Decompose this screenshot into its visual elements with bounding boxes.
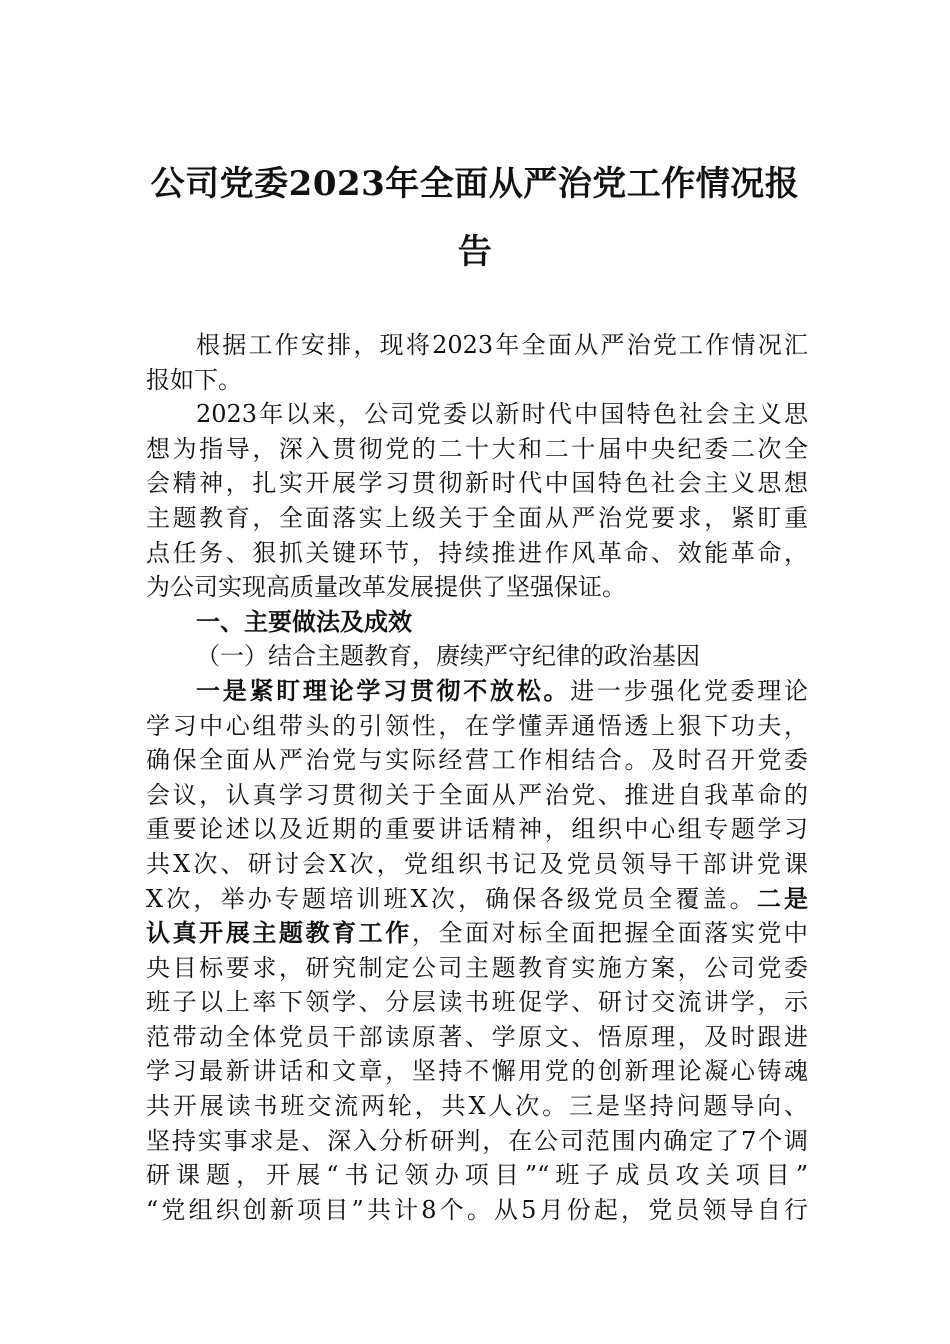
subsection-heading: （一）结合主题教育，赓续严守纪律的政治基因: [196, 642, 700, 671]
bold-lead-phrase: 认真开展主题教育工作: [146, 918, 412, 948]
paragraph-line: [146, 916, 808, 951]
paragraph-text: X次，举办专题培训班X次，确保各级党员全覆盖。: [146, 884, 757, 913]
paragraph-line: 重要论述以及近期的重要讲话精神，组织中心组专题学习: [146, 815, 808, 844]
paragraph-line: 2023年以来，公司党委以新时代中国特色社会主义思: [196, 400, 808, 429]
paragraph-line: 为公司实现高质量改革发展提供了坚强保证。: [146, 573, 626, 602]
paragraph-text: ，全面对标全面把握全面落实党中: [411, 919, 808, 948]
section-heading: 一、主要做法及成效: [196, 606, 412, 636]
paragraph-line: 主题教育，全面落实上级关于全面从严治党要求，紧盯重: [146, 503, 808, 532]
paragraph-line: 会议，认真学习贯彻关于全面从严治党、推进自我革命的: [146, 780, 808, 809]
paragraph-line: [146, 674, 808, 709]
paragraph-line: 央目标要求，研究制定公司主题教育实施方案，公司党委: [146, 953, 808, 982]
document-title-line-1: 公司党委2023年全面从严治党工作情况报: [150, 164, 800, 204]
paragraph-line: 根据工作安排，现将2023年全面从严治党工作情况汇: [196, 331, 808, 359]
paragraph-line: 会精神，扎实开展学习贯彻新时代中国特色社会主义思想: [146, 469, 808, 498]
paragraph-line: 共开展读书班交流两轮，共X人次。三是坚持问题导向、: [146, 1092, 808, 1121]
paragraph-line: 报如下。: [146, 365, 242, 394]
paragraph-line: 点任务、狠抓关键环节，持续推进作风革命、效能革命，: [146, 538, 808, 567]
document-title-line-2: 告: [457, 232, 493, 272]
document-body: [146, 328, 808, 1227]
paragraph-line: 学习最新讲话和文章，坚持不懈用党的创新理论凝心铸魂: [146, 1057, 808, 1086]
paragraph-line: 研课题，开展“书记领办项目”“班子成员攻关项目”: [146, 1161, 808, 1190]
bold-lead-phrase: 一是紧盯理论学习贯彻不放松。: [196, 675, 571, 705]
paragraph-line: 学习中心组带头的引领性，在学懂弄通悟透上狠下功夫，: [146, 711, 808, 740]
paragraph-line: [146, 882, 808, 917]
paragraph-line: “党组织创新项目”共计8个。从5月份起，党员领导自行: [146, 1195, 808, 1224]
paragraph-line: 班子以上率下领学、分层读书班促学、研讨交流讲学，示: [146, 988, 808, 1017]
paragraph-line: 想为指导，深入贯彻党的二十大和二十届中央纪委二次全: [146, 434, 808, 463]
paragraph-line: 确保全面从严治党与实际经营工作相结合。及时召开党委: [146, 746, 808, 775]
bold-lead-phrase: 二是: [756, 883, 808, 913]
paragraph-line: 范带动全体党员干部读原著、学原文、悟原理，及时跟进: [146, 1022, 808, 1051]
paragraph-text: 进一步强化党委理论: [570, 676, 808, 705]
paragraph-line: 共X次、研讨会X次，党组织书记及党员领导干部讲党课: [146, 849, 808, 878]
paragraph-line: 坚持实事求是、深入分析研判，在公司范围内确定了7个调: [146, 1126, 808, 1155]
